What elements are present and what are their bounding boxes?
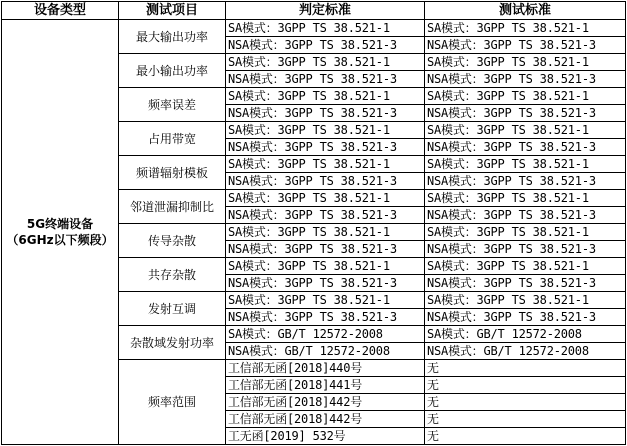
test-item-cell: 邻道泄漏抑制比 — [119, 190, 226, 224]
header-device-type: 设备类型 — [2, 2, 119, 20]
test-standard-cell: SA模式：3GPP TS 38.521-1 — [425, 20, 626, 37]
device-band: （6GHz以下频段） — [6, 233, 114, 247]
judgement-standard-cell: NSA模式：3GPP TS 38.521-3 — [226, 139, 425, 156]
test-standard-cell: 无 — [425, 377, 626, 394]
table-row — [2, 20, 626, 37]
judgement-standard-cell: 工信部无函[2018]442号 — [226, 411, 425, 428]
test-standard-cell: NSA模式：3GPP TS 38.521-3 — [425, 241, 626, 258]
judgement-standard-cell: 工信部无函[2018]441号 — [226, 377, 425, 394]
header-judgement-standard: 判定标准 — [226, 2, 425, 20]
judgement-standard-cell: SA模式：3GPP TS 38.521-1 — [226, 20, 425, 37]
test-standard-cell: 无 — [425, 360, 626, 377]
header-test-item: 测试项目 — [119, 2, 226, 20]
test-standard-cell: SA模式：3GPP TS 38.521-1 — [425, 292, 626, 309]
test-standard-cell: 无 — [425, 394, 626, 411]
test-item-cell: 传导杂散 — [119, 224, 226, 258]
test-standard-cell: SA模式：3GPP TS 38.521-1 — [425, 88, 626, 105]
test-standard-cell: NSA模式：3GPP TS 38.521-3 — [425, 207, 626, 224]
test-standard-cell: NSA模式：3GPP TS 38.521-3 — [425, 139, 626, 156]
judgement-standard-cell: NSA模式：3GPP TS 38.521-3 — [226, 241, 425, 258]
test-item-cell: 共存杂散 — [119, 258, 226, 292]
judgement-standard-cell: SA模式：3GPP TS 38.521-1 — [226, 258, 425, 275]
judgement-standard-cell: SA模式：3GPP TS 38.521-1 — [226, 190, 425, 207]
device-type-cell — [2, 20, 119, 445]
test-standard-cell: SA模式：GB/T 12572-2008 — [425, 326, 626, 343]
judgement-standard-cell: SA模式：3GPP TS 38.521-1 — [226, 292, 425, 309]
test-standard-cell: SA模式：3GPP TS 38.521-1 — [425, 224, 626, 241]
test-item-cell: 发射互调 — [119, 292, 226, 326]
test-standard-cell: 无 — [425, 411, 626, 428]
judgement-standard-cell: SA模式：3GPP TS 38.521-1 — [226, 224, 425, 241]
judgement-standard-cell: SA模式：3GPP TS 38.521-1 — [226, 54, 425, 71]
header-test-standard: 测试标准 — [425, 2, 626, 20]
standards-table — [1, 1, 626, 445]
device-name: 5G终端设备 — [26, 217, 94, 231]
test-standard-cell: NSA模式：3GPP TS 38.521-3 — [425, 105, 626, 122]
judgement-standard-cell: SA模式：3GPP TS 38.521-1 — [226, 122, 425, 139]
judgement-standard-cell: 工信部无函[2018]440号 — [226, 360, 425, 377]
test-standard-cell: SA模式：3GPP TS 38.521-1 — [425, 54, 626, 71]
judgement-standard-cell: SA模式：GB/T 12572-2008 — [226, 326, 425, 343]
test-standard-cell: NSA模式：3GPP TS 38.521-3 — [425, 309, 626, 326]
test-item-cell: 频谱辐射模板 — [119, 156, 226, 190]
test-standard-cell: NSA模式：3GPP TS 38.521-3 — [425, 173, 626, 190]
test-standard-cell: SA模式：3GPP TS 38.521-1 — [425, 258, 626, 275]
judgement-standard-cell: NSA模式：3GPP TS 38.521-3 — [226, 309, 425, 326]
judgement-standard-cell: SA模式：3GPP TS 38.521-1 — [226, 88, 425, 105]
test-standard-cell: NSA模式：3GPP TS 38.521-3 — [425, 275, 626, 292]
judgement-standard-cell: NSA模式：3GPP TS 38.521-3 — [226, 37, 425, 54]
test-standard-cell: NSA模式：3GPP TS 38.521-3 — [425, 37, 626, 54]
test-standard-cell: SA模式：3GPP TS 38.521-1 — [425, 156, 626, 173]
table-body — [2, 20, 626, 445]
test-standard-cell: 无 — [425, 428, 626, 445]
judgement-standard-cell: SA模式：3GPP TS 38.521-1 — [226, 156, 425, 173]
test-standard-cell: NSA模式：GB/T 12572-2008 — [425, 343, 626, 360]
header-row — [2, 2, 626, 20]
test-item-cell: 占用带宽 — [119, 122, 226, 156]
judgement-standard-cell: NSA模式：3GPP TS 38.521-3 — [226, 275, 425, 292]
test-standard-cell: SA模式：3GPP TS 38.521-1 — [425, 122, 626, 139]
test-item-cell: 杂散域发射功率 — [119, 326, 226, 360]
test-standard-cell: NSA模式：3GPP TS 38.521-3 — [425, 71, 626, 88]
judgement-standard-cell: NSA模式：GB/T 12572-2008 — [226, 343, 425, 360]
test-standard-cell: SA模式：3GPP TS 38.521-1 — [425, 190, 626, 207]
judgement-standard-cell: NSA模式：3GPP TS 38.521-3 — [226, 105, 425, 122]
judgement-standard-cell: 工无函[2019] 532号 — [226, 428, 425, 445]
judgement-standard-cell: NSA模式：3GPP TS 38.521-3 — [226, 173, 425, 190]
test-item-cell: 最小输出功率 — [119, 54, 226, 88]
judgement-standard-cell: 工信部无函[2018]442号 — [226, 394, 425, 411]
test-item-cell: 频率误差 — [119, 88, 226, 122]
judgement-standard-cell: NSA模式：3GPP TS 38.521-3 — [226, 207, 425, 224]
test-item-cell: 频率范围 — [119, 360, 226, 445]
test-item-cell: 最大输出功率 — [119, 20, 226, 54]
judgement-standard-cell: NSA模式：3GPP TS 38.521-3 — [226, 71, 425, 88]
